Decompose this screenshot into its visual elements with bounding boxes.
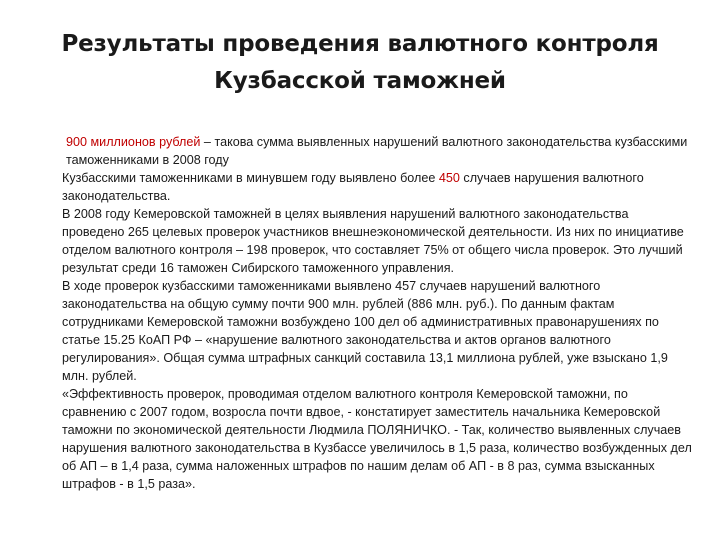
highlight-amount: 900 миллионов рублей <box>66 135 201 149</box>
body-text <box>62 133 692 493</box>
page-title <box>40 26 680 100</box>
paragraph-2-before: Кузбасскими таможенниками в минувшем году выявлено более <box>62 171 439 185</box>
title-line-1: Результаты проведения валютного контроля <box>61 31 659 57</box>
title-line-2: Кузбасской таможней <box>214 68 506 94</box>
paragraph-3: В 2008 году Кемеровской таможней в целях выявления нарушений валютного законодательства проведено 265 целевых проверок участников внешнеэкономической деятельности. Из них по инициативе отделом валютного контроля – 198 проверок, что составляет 75% от общего числа проверок. Это лучший результат среди 16 таможен Сибирского таможенного управления. <box>62 207 684 275</box>
paragraph-4: В ходе проверок кузбасскими таможенниками выявлено 457 случаев нарушений валютного законодательства на общую сумму почти 900 млн. рублей (886 млн. руб.). По данным фактам сотрудниками Кемеровской таможни возбуждено 100 дел об административных правонарушениях по статье 15.25 КоАП РФ – «нарушение валютного законодательства и актов органов валютного регулирования». Общая сумма штрафных санкций составила 13,1 миллиона рублей, уже взыскано 1,9 млн. рублей. <box>62 279 668 383</box>
paragraph-2 <box>62 169 692 205</box>
highlight-count: 450 <box>438 171 460 185</box>
paragraph-1 <box>62 133 692 169</box>
paragraph-2-after: случаев нарушения валютного законодательства. <box>62 171 644 203</box>
paragraph-5: «Эффективность проверок, проводимая отделом валютного контроля Кемеровской таможни, по сравнению с 2007 годом, возросла почти вдвое, - констатирует заместитель начальника Кемеровской таможни по экономической деятельности Людмила ПОЛЯНИЧКО. - Так, количество выявленных случаев нарушения валютного законодательства в Кузбассе увеличилось в 1,5 раза, количество возбужденных дел об АП – в 1,4 раза, сумма наложенных штрафов по нашим делам об АП - в 8 раз, сумма взысканных штрафов - в 1,5 раза». <box>62 387 692 491</box>
paragraph-1-text: – такова сумма выявленных нарушений валютного законодательства кузбасскими таможенниками в 2008 году <box>66 135 688 167</box>
